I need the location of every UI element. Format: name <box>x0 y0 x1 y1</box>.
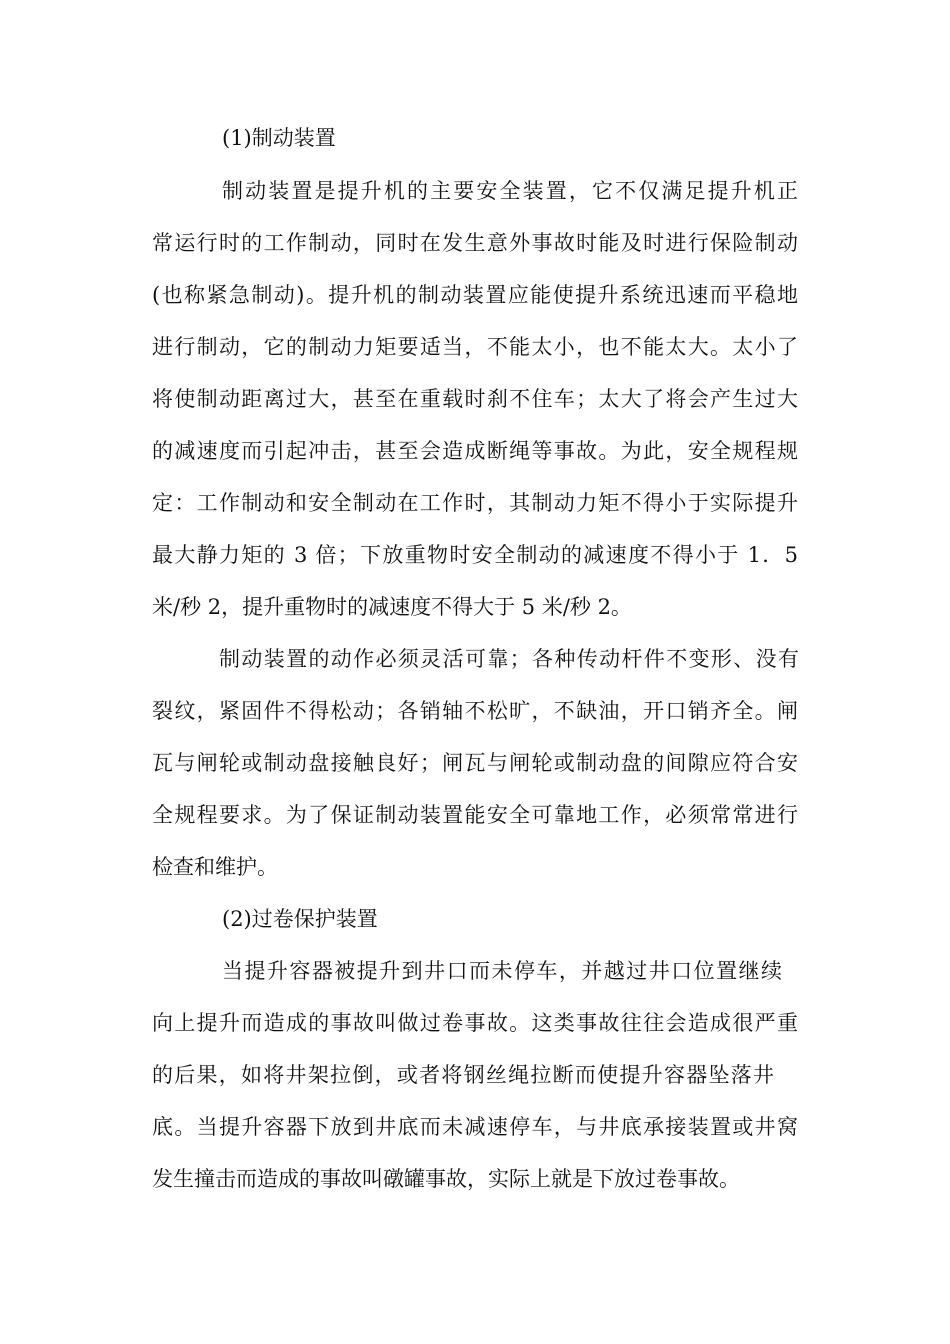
paragraph-line: 制动装置是提升机的主要安全装置，它不仅满足提升机正 <box>222 179 798 203</box>
paragraph-line: 进行制动，它的制动力矩要适当，不能太小，也不能太大。太小了 <box>152 335 798 359</box>
paragraph-line: 最大静力矩的 3 倍；下放重物时安全制动的减速度不得小于 1．5 <box>152 543 798 567</box>
paragraph-line: 裂纹，紧固件不得松动；各销轴不松旷，不缺油，开口销齐全。闸 <box>152 699 798 723</box>
paragraph-line: 发生撞击而造成的事故叫礅罐事故，实际上就是下放过卷事故。 <box>152 1167 740 1191</box>
paragraph-line: 米/秒 2，提升重物时的减速度不得大于 5 米/秒 2。 <box>152 595 632 619</box>
paragraph-line: 制动装置的动作必须灵活可靠；各种传动杆件不变形、没有 <box>219 647 799 671</box>
paragraph-line: 常运行时的工作制动，同时在发生意外事故时能及时进行保险制动 <box>152 231 798 255</box>
paragraph-line: 的后果，如将井架拉倒，或者将钢丝绳拉断而使提升容器坠落井 <box>152 1063 774 1087</box>
paragraph-line: 当提升容器被提升到井口而未停车，并越过井口位置继续 <box>222 959 782 983</box>
paragraph-line: 定：工作制动和安全制动在工作时，其制动力矩不得小于实际提升 <box>152 491 798 515</box>
section-heading-brake: (1)制动装置 <box>222 126 336 150</box>
paragraph-line: 向上提升而造成的事故叫做过卷事故。这类事故往往会造成很严重 <box>152 1011 798 1035</box>
paragraph-line: 的减速度而引起冲击，甚至会造成断绳等事故。为此，安全规程规 <box>152 439 798 463</box>
paragraph-line: 将使制动距离过大，甚至在重载时刹不住车；太大了将会产生过大 <box>152 387 798 411</box>
paragraph-line: 瓦与闸轮或制动盘接触良好；闸瓦与闸轮或制动盘的间隙应符合安 <box>152 751 798 775</box>
paragraph-line: 检查和维护。 <box>152 855 278 879</box>
paragraph-line: (也称紧急制动)。提升机的制动装置应能使提升系统迅速而平稳地 <box>152 283 798 307</box>
paragraph-line: 底。当提升容器下放到井底而未减速停车，与井底承接装置或井窝 <box>152 1115 798 1139</box>
section-heading-overwind: (2)过卷保护装置 <box>222 907 378 931</box>
paragraph-line: 全规程要求。为了保证制动装置能安全可靠地工作，必须常常进行 <box>152 803 798 827</box>
